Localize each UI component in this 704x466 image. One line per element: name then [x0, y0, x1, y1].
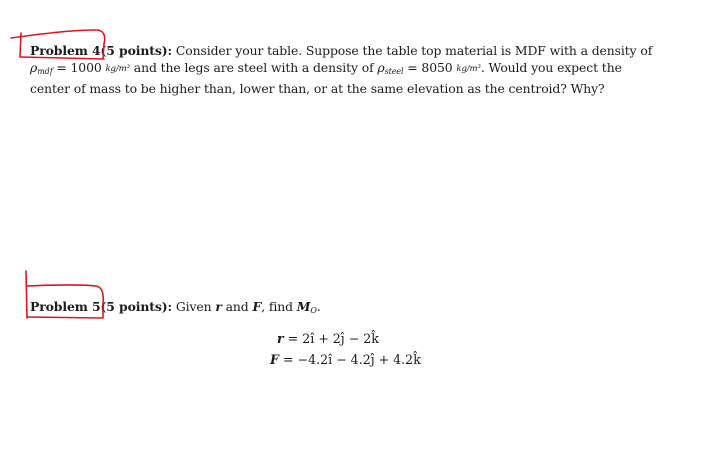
problem-5	[30, 298, 660, 319]
problem-4	[30, 42, 660, 97]
problem-5-points: (5 points):	[100, 299, 172, 314]
problem-4-points: (5 points):	[100, 43, 172, 58]
problem-5-text-a: Given	[172, 299, 216, 314]
problem-5-label: Problem 5	[30, 299, 101, 314]
rho-steel-symbol: ρ	[377, 60, 385, 75]
problem-4-text-c: . Would you expect the center of mass to be higher than, lower than, or at the same elevation as the centroid? Why?	[30, 60, 622, 96]
rho-steel-subscript: steel	[384, 67, 404, 76]
density-mdf-value: = 1000	[52, 60, 106, 75]
problem-4-text-b: and the legs are steel with a density of	[129, 60, 378, 75]
equation-r-rhs: = 2î + 2ĵ − 2k̂	[283, 331, 379, 346]
moment-symbol: M	[296, 299, 311, 314]
rho-mdf-symbol: ρ	[30, 60, 38, 75]
equation-f-lhs: F	[270, 352, 279, 367]
problem-5-and: and	[221, 299, 253, 314]
density-mdf-unit: kg/m³	[105, 64, 130, 74]
equation-r	[277, 329, 379, 349]
equation-f-rhs: = −4.2î − 4.2ĵ + 4.2k̂	[278, 352, 421, 367]
vector-f-symbol: F	[252, 299, 262, 314]
vector-r-symbol: r	[215, 299, 222, 314]
equation-r-lhs: r	[277, 331, 284, 346]
density-steel-unit: kg/m³	[456, 64, 481, 74]
rho-mdf-subscript: mdf	[37, 67, 53, 76]
problem-5-period: .	[316, 299, 321, 314]
problem-4-text-a: Consider your table. Suppose the table top material is MDF with a density of	[172, 43, 653, 58]
problem-4-label: Problem 4	[30, 43, 101, 58]
problem-5-text-b: , find	[261, 299, 297, 314]
density-steel-value: = 8050	[403, 60, 457, 75]
equation-f	[270, 350, 421, 370]
moment-subscript: O	[310, 306, 317, 315]
